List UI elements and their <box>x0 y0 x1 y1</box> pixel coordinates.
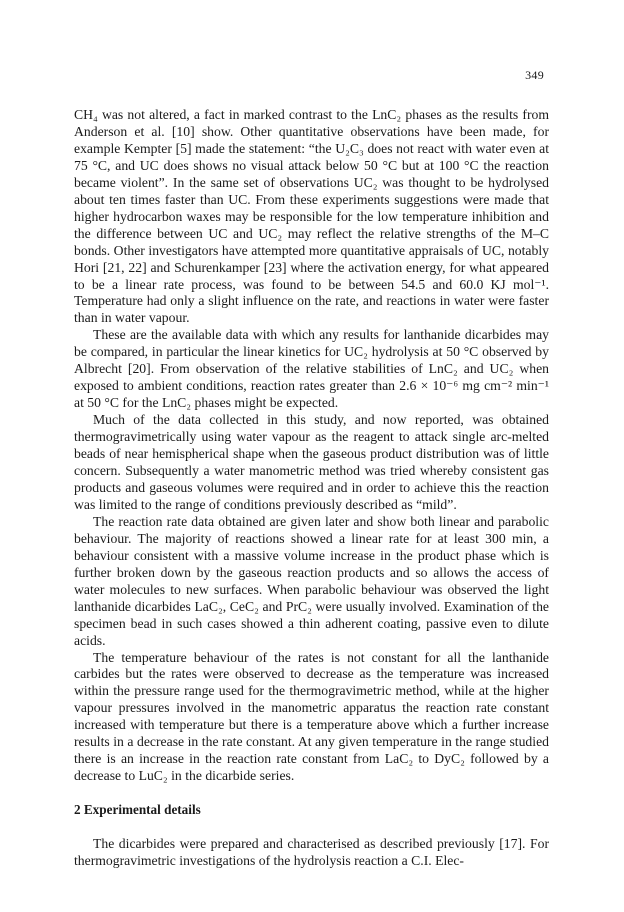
page-number: 349 <box>525 68 544 82</box>
body-text <box>74 107 549 870</box>
paragraph: The reaction rate data obtained are given later and show both linear and parabolic behaviour. The majority of reactions showed a linear rate for at least 300 min, a behaviour consistent with a massive volume increase in the product phase which is further broken down by the gaseous reaction products and so allows the access of water molecules to new surfaces. When parabolic behaviour was observed the light lanthanide dicarbides LaC₂, CeC₂ and PrC₂ were usually involved. Examination of the specimen bead in such cases showed a thin adherent coating, passive even to dilute acids. <box>74 513 549 648</box>
paragraph: CH₄ was not altered, a fact in marked contrast to the LnC₂ phases as the results from Anderson et al. [10] show. Other quantitative observations have been made, for example Kempter [5] made the statement: “the U₂C₃ does not react with water even at 75 °C, and UC does shows no visual attack below 50 °C but at 100 °C the reaction became violent”. In the same set of observations UC₂ was thought to be hydrolysed about ten times faster than UC. From these experiments suggestions were made that higher hydrocarbon waxes may be responsible for the low temperature inhibition and the difference between UC and UC₂ may reflect the relative strengths of the M–C bonds. Other investigators have attempted more quantitative appraisals of UC, notably Hori [21, 22] and Schurenkamper [23] where the activation energy, for what appeared to be a linear rate process, was found to be between 54.5 and 60.0 KJ mol⁻¹. Temperature had only a slight influence on the rate, and reactions in water were faster than in water vapour. <box>74 107 549 326</box>
paragraph: The dicarbides were prepared and characterised as described previously [17]. For thermogravimetric investigations of the hydrolysis reaction a C.I. Elec- <box>74 836 549 869</box>
paragraph: These are the available data with which any results for lanthanide dicarbides may be compared, in particular the linear kinetics for UC₂ hydrolysis at 50 °C observed by Albrecht [20]. From observation of the relative stabilities of LnC₂ and UC₂ when exposed to ambient conditions, reaction rates greater than 2.6 × 10⁻⁶ mg cm⁻² min⁻¹ at 50 °C for the LnC₂ phases might be expected. <box>74 327 549 411</box>
paragraph: Much of the data collected in this study, and now reported, was obtained thermogravimetrically using water vapour as the reagent to attack single arc-melted beads of near hemispherical shape when the gaseous product distribution was of little concern. Subsequently a water manometric method was tried whereby consistent gas products and gaseous volumes were required and in order to achieve this the reaction was limited to the range of conditions previously described as “mild”. <box>74 412 549 512</box>
paragraph: The temperature behaviour of the rates is not constant for all the lanthanide carbides but the rates were observed to decrease as the temperature was increased within the pressure range used for the thermogravimetric method, while at the higher vapour pressures involved in the manometric apparatus the reaction rate constant increased with temperature but there is a temperature above which a further increase results in a decrease in the rate constant. At any given temperature in the range studied there is an increase in the reaction rate constant from LaC₂ to DyC₂ followed by a decrease to LuC₂ in the dicarbide series. <box>74 649 549 784</box>
section-heading: 2 Experimental details <box>74 802 201 818</box>
